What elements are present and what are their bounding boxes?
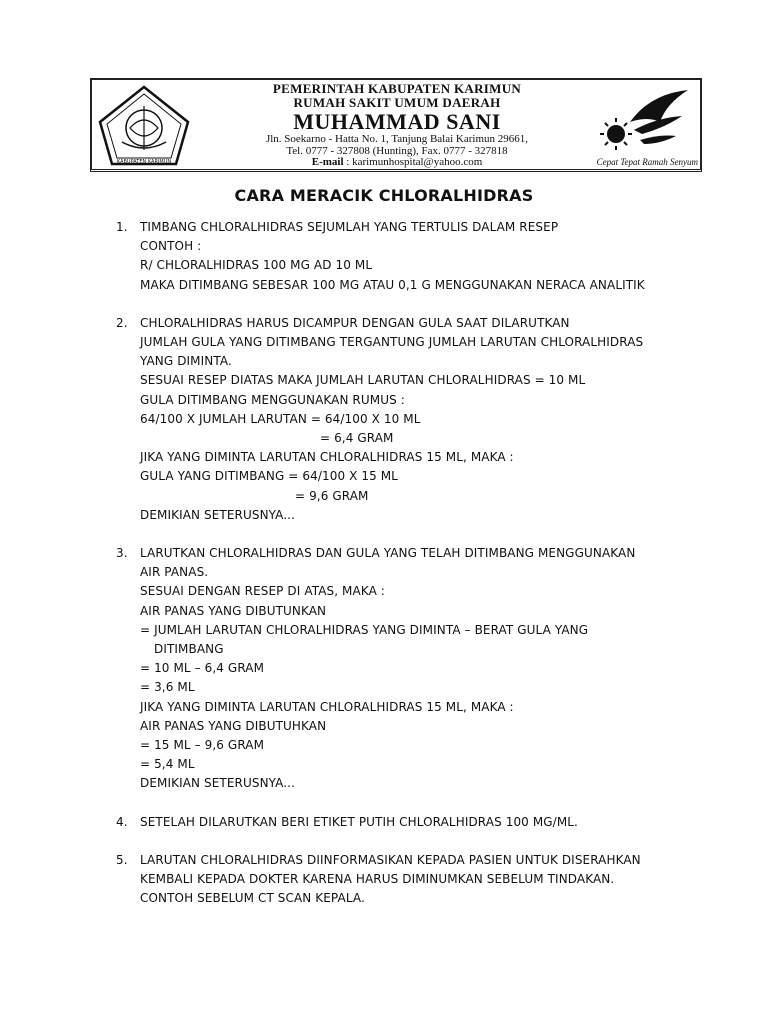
item-line: R/ CHLORALHIDRAS 100 MG AD 10 ML <box>140 258 373 273</box>
item-line: AIR PANAS. <box>140 565 209 580</box>
email-line <box>232 157 562 169</box>
item-line: DEMIKIAN SETERUSNYA... <box>140 776 295 791</box>
item-line: JUMLAH GULA YANG DITIMBANG TERGANTUNG JUMLAH LARUTAN CHLORALHIDRAS <box>140 335 644 350</box>
hospital-type: RUMAH SAKIT UMUM DAERAH <box>293 94 501 110</box>
item-line: SETELAH DILARUTKAN BERI ETIKET PUTIH CHLORALHIDRAS 100 MG/ML. <box>140 814 578 829</box>
item-line: = 15 ML – 9,6 GRAM <box>140 738 265 753</box>
instruction-list <box>116 218 726 928</box>
government-name: PEMERINTAH KABUPATEN KARIMUN <box>272 81 522 96</box>
item-line: AIR PANAS YANG DIBUTUHKAN <box>140 718 327 733</box>
hospital-slogan: Cepat Tepat Ramah Senyum <box>596 157 698 167</box>
item-line: TIMBANG CHLORALHIDRAS SEJUMLAH YANG TERTULIS DALAM RESEP <box>140 220 559 234</box>
list-item-2 <box>116 314 726 525</box>
item-number: 1. <box>116 220 128 234</box>
item-line: CONTOH : <box>140 239 202 254</box>
item-line: CONTOH SEBELUM CT SCAN KEPALA. <box>140 891 365 906</box>
item-line: KEMBALI KEPADA DOKTER KARENA HARUS DIMINUMKAN SEBELUM TINDAKAN. <box>140 872 615 887</box>
item-line: SESUAI RESEP DIATAS MAKA JUMLAH LARUTAN CHLORALHIDRAS = 10 ML <box>140 373 586 388</box>
letterhead-text <box>232 82 562 169</box>
regency-seal-icon <box>96 84 192 168</box>
item-number: 5. <box>116 852 128 867</box>
item-line: = 10 ML – 6,4 GRAM <box>140 661 265 676</box>
hospital-name: MUHAMMAD SANI <box>293 109 501 135</box>
phone-fax: Tel. 0777 - 327808 (Hunting), Fax. 0777 - 327818 <box>286 144 508 157</box>
email-label: E-mail <box>311 156 344 169</box>
item-line: JIKA YANG DIMINTA LARUTAN CHLORALHIDRAS 15 ML, MAKA : <box>140 450 514 465</box>
item-line: = 9,6 GRAM <box>295 488 369 503</box>
item-line: 64/100 X JUMLAH LARUTAN = 64/100 X 10 ML <box>140 411 421 426</box>
item-line: AIR PANAS YANG DIBUTUNKAN <box>140 603 327 618</box>
item-line: = JUMLAH LARUTAN CHLORALHIDRAS YANG DIMINTA – BERAT GULA YANG <box>140 622 589 637</box>
list-item-4 <box>116 813 726 832</box>
item-line: DITIMBANG <box>154 642 224 657</box>
item-line: CHLORALHIDRAS HARUS DICAMPUR DENGAN GULA SAAT DILARUTKAN <box>140 315 570 330</box>
item-line: GULA YANG DITIMBANG = 64/100 X 15 ML <box>140 469 398 484</box>
item-number: 2. <box>116 315 128 330</box>
seal-label: KABUPATEN KARIMUN <box>116 159 172 165</box>
item-line: = 3,6 ML <box>140 680 195 695</box>
item-line: MAKA DITIMBANG SEBESAR 100 MG ATAU 0,1 G MENGGUNAKAN NERACA ANALITIK <box>140 277 645 292</box>
list-item-3 <box>116 544 726 794</box>
item-line: SESUAI DENGAN RESEP DI ATAS, MAKA : <box>140 584 385 599</box>
item-line: = 5,4 ML <box>140 757 195 772</box>
item-line: DEMIKIAN SETERUSNYA... <box>140 507 295 522</box>
item-line: GULA DITIMBANG MENGGUNAKAN RUMUS : <box>140 392 405 407</box>
address: Jln. Soekarno - Hatta No. 1, Tanjung Balai Karimun 29661, <box>265 133 529 146</box>
item-number: 3. <box>116 546 128 561</box>
item-number: 4. <box>116 814 128 829</box>
item-line: YANG DIMINTA. <box>140 354 232 369</box>
letterhead <box>90 78 702 172</box>
item-line: LARUTKAN CHLORALHIDRAS DAN GULA YANG TELAH DITIMBANG MENGGUNAKAN <box>140 546 636 561</box>
list-item-1 <box>116 218 726 295</box>
list-item-5 <box>116 851 726 909</box>
item-line: = 6,4 GRAM <box>320 431 394 446</box>
page-title: CARA MERACIK CHLORALHIDRAS <box>234 186 534 205</box>
email-value: : karimunhospital@yahoo.com <box>343 156 483 169</box>
item-line: LARUTAN CHLORALHIDRAS DIINFORMASIKAN KEPADA PASIEN UNTUK DISERAHKAN <box>140 852 641 867</box>
item-line: JIKA YANG DIMINTA LARUTAN CHLORALHIDRAS 15 ML, MAKA : <box>140 699 514 714</box>
